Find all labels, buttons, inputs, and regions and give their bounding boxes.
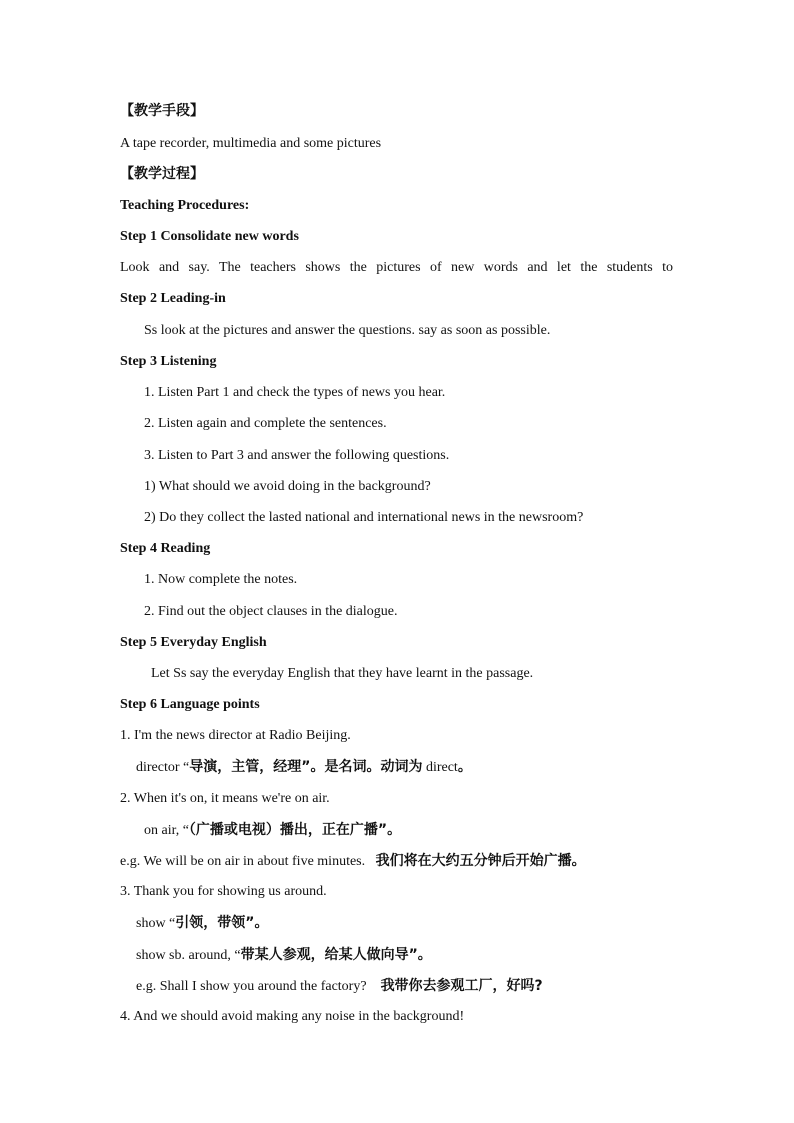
- lp3-note2-en: show sb. around, “: [136, 948, 241, 963]
- language-point-4: 4. And we should avoid making any noise in the background!: [120, 1009, 465, 1024]
- lp2-eg-en: e.g. We will be on air in about five minutes.: [120, 854, 376, 869]
- procedures-title: Teaching Procedures:: [120, 198, 250, 213]
- lp3-eg-cn: 我带你去参观工厂，好吗?: [380, 978, 543, 994]
- language-point-3: 3. Thank you for showing us around.: [120, 884, 327, 899]
- language-point-3-note-2: [136, 946, 736, 965]
- step2-text: Ss look at the pictures and answer the questions. say as soon as possible.: [144, 323, 551, 338]
- step3-item-3: 3. Listen to Part 3 and answer the following questions.: [144, 448, 450, 463]
- step4-title: Step 4 Reading: [120, 541, 211, 556]
- teaching-means-text: A tape recorder, multimedia and some pictures: [120, 136, 382, 151]
- step4-item-1: 1. Now complete the notes.: [144, 572, 298, 587]
- teaching-means-heading: 【教学手段】: [120, 103, 204, 119]
- language-point-3-example: [136, 977, 736, 996]
- lp1-note-cn: 导演，主管，经理”。是名词。动词为: [189, 759, 423, 775]
- step5-text: Let Ss say the everyday English that they have learnt in the passage.: [151, 666, 534, 681]
- step1-title: Step 1 Consolidate new words: [120, 229, 299, 244]
- lp3-eg-en: e.g. Shall I show you around the factory?: [136, 979, 381, 994]
- language-point-2: 2. When it's on, it means we're on air.: [120, 791, 330, 806]
- step3-title: Step 3 Listening: [120, 354, 217, 369]
- language-point-2-example: [120, 852, 720, 871]
- lp3-note1-cn: 引领，带领”。: [175, 915, 269, 931]
- language-point-3-note-1: [136, 914, 736, 933]
- lp1-note-tail: direct: [422, 760, 458, 775]
- lp2-note-cn: （广播或电视）播出，正在广播”。: [188, 822, 402, 838]
- lp3-note2-cn: 带某人参观，给某人做向导”。: [240, 947, 432, 963]
- lp1-note-en: director “: [136, 760, 190, 775]
- lp3-note1-en: show “: [136, 916, 176, 931]
- lp1-note-end: 。: [457, 759, 472, 775]
- lp2-eg-cn: 我们将在大约五分钟后开始广播。: [375, 853, 586, 869]
- step4-item-2: 2. Find out the object clauses in the dialogue.: [144, 604, 398, 619]
- teaching-process-heading: 【教学过程】: [120, 166, 204, 182]
- language-point-1-note: [136, 758, 736, 777]
- step5-title: Step 5 Everyday English: [120, 635, 267, 650]
- step3-question-2: 2) Do they collect the lasted national and international news in the newsroom?: [144, 510, 584, 525]
- step3-item-1: 1. Listen Part 1 and check the types of news you hear.: [144, 385, 446, 400]
- lp2-note-en: on air, “: [144, 823, 189, 838]
- step2-title: Step 2 Leading-in: [120, 291, 226, 306]
- step1-text: Look and say. The teachers shows the pictures of new words and let the students to: [120, 260, 673, 275]
- language-point-2-note: [144, 821, 744, 840]
- step3-item-2: 2. Listen again and complete the sentences.: [144, 416, 387, 431]
- language-point-1: 1. I'm the news director at Radio Beijing.: [120, 728, 351, 743]
- step3-question-1: 1) What should we avoid doing in the background?: [144, 479, 431, 494]
- step6-title: Step 6 Language points: [120, 697, 260, 712]
